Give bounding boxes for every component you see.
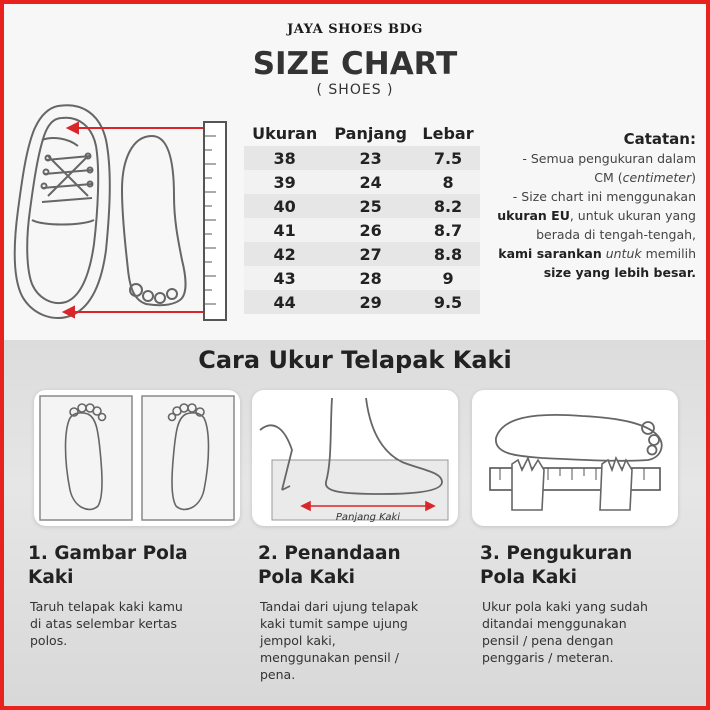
notes-line: ukuran EU, untuk ukuran yang <box>497 208 696 223</box>
table-row <box>244 194 480 218</box>
table-row <box>244 266 480 290</box>
length-cell: 27 <box>325 242 416 266</box>
notes-line: - Semua pengukuran dalam <box>522 151 696 166</box>
foot-icon <box>122 136 186 305</box>
length-cell: 24 <box>325 170 416 194</box>
ruler-measure-icon <box>472 390 678 526</box>
size-cell: 42 <box>244 242 325 266</box>
step3-description: Ukur pola kaki yang sudah ditandai menggunakan pensil / pena dengan penggaris / meteran. <box>482 599 648 665</box>
table-header-row <box>244 120 480 146</box>
size-table <box>244 120 480 314</box>
width-cell: 8.7 <box>416 218 480 242</box>
step2-title: 2. Penandaan Pola Kaki <box>258 543 401 588</box>
size-cell: 39 <box>244 170 325 194</box>
step2-illustration-card <box>252 390 458 526</box>
notes-line: size yang lebih besar. <box>543 265 696 280</box>
table-row <box>244 290 480 314</box>
length-cell: 28 <box>325 266 416 290</box>
width-cell: 8 <box>416 170 480 194</box>
header-panjang: Panjang <box>325 120 416 146</box>
size-cell: 41 <box>244 218 325 242</box>
feet-on-paper-icon <box>34 390 240 526</box>
page-title: SIZE CHART <box>252 46 458 82</box>
brand-name: JAYA SHOES BDG <box>287 22 423 37</box>
table-row <box>244 146 480 170</box>
notes-block <box>476 130 696 282</box>
length-cell: 25 <box>325 194 416 218</box>
length-cell: 23 <box>325 146 416 170</box>
width-cell: 9 <box>416 266 480 290</box>
ruler-icon <box>204 122 226 320</box>
figure-label: Panjang Kaki <box>335 512 401 523</box>
notes-title: Catatan: <box>623 130 696 148</box>
step3-illustration-card <box>472 390 678 526</box>
width-cell: 9.5 <box>416 290 480 314</box>
marking-foot-icon <box>252 390 458 526</box>
size-cell: 44 <box>244 290 325 314</box>
page-subtitle: ( SHOES ) <box>316 82 394 98</box>
width-cell: 7.5 <box>416 146 480 170</box>
size-cell: 40 <box>244 194 325 218</box>
table-row <box>244 170 480 194</box>
notes-line: berada di tengah-tengah, <box>536 227 696 242</box>
shoe-icon <box>15 105 110 318</box>
length-cell: 26 <box>325 218 416 242</box>
width-cell: 8.8 <box>416 242 480 266</box>
size-cell: 43 <box>244 266 325 290</box>
step1-description: Taruh telapak kaki kamu di atas selembar kertas polos. <box>30 599 183 648</box>
width-cell: 8.2 <box>416 194 480 218</box>
notes-line: CM (centimeter) <box>594 170 696 185</box>
step2-description: Tandai dari ujung telapak kaki tumit sampe ujung jempol kaki, menggunakan pensil / pena. <box>260 599 419 682</box>
shoe-foot-illustration <box>12 100 242 326</box>
step3-title: 3. Pengukuran Pola Kaki <box>480 543 633 588</box>
step1-title: 1. Gambar Pola Kaki <box>28 543 188 588</box>
table-row <box>244 218 480 242</box>
size-cell: 38 <box>244 146 325 170</box>
notes-line: kami sarankan untuk memilih <box>498 246 696 261</box>
table-row <box>244 242 480 266</box>
length-cell: 29 <box>325 290 416 314</box>
step1-illustration-card <box>34 390 240 526</box>
header-lebar: Lebar <box>416 120 480 146</box>
section-title: Cara Ukur Telapak Kaki <box>198 346 512 374</box>
notes-line: - Size chart ini menggunakan <box>512 189 696 204</box>
header-ukuran: Ukuran <box>244 120 325 146</box>
